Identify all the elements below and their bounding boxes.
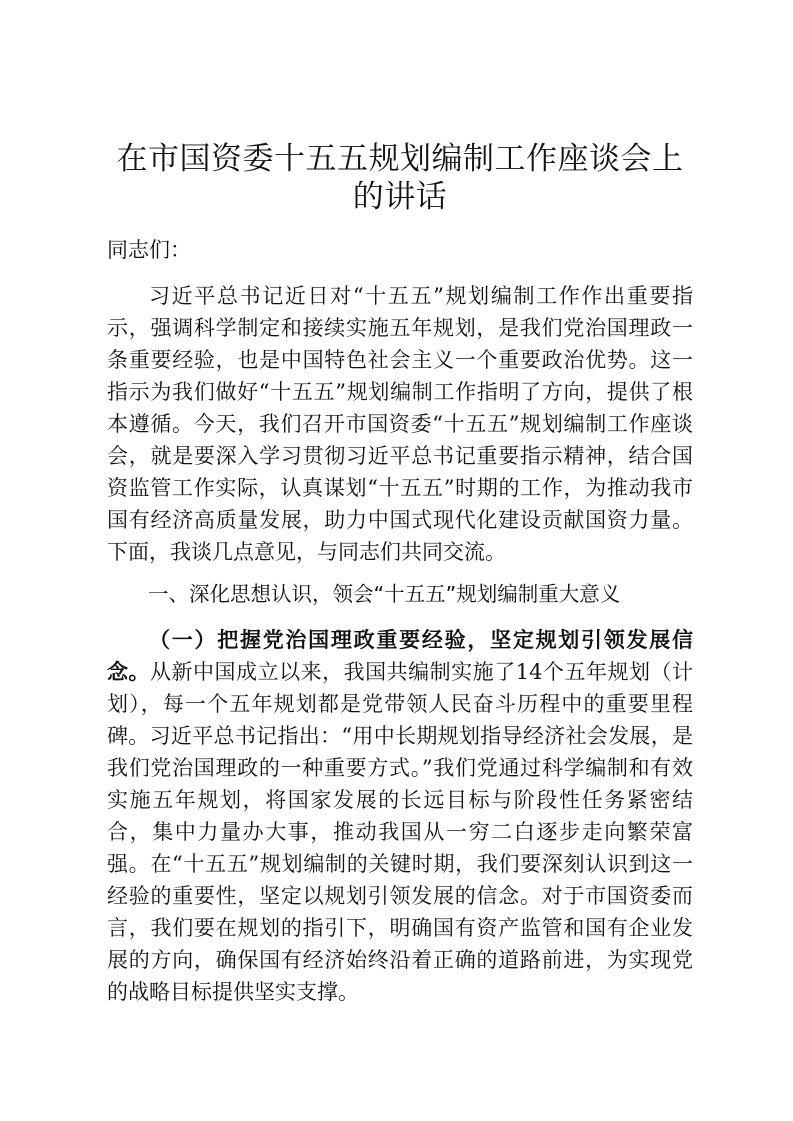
intro-paragraph: 习近平总书记近日对“十五五”规划编制工作作出重要指示，强调科学制定和接续实施五年规划，是我们党治国理政一条重要经验，也是中国特色社会主义一个重要政治优势。这一指示为我们做好“十五五”规划编制工作指明了方向，提供了根本遵循。今天，我们召开市国资委“十五五”规划编制工作座谈会，就是要深入学习贯彻习近平总书记重要指示精神，结合国资监管工作实际，认真谋划“十五五”时期的工作，为推动我市国有经济高质量发展，助力中国式现代化建设贡献国资力量。下面，我谈几点意见，与同志们共同交流。 (107, 284, 693, 564)
document-body (107, 234, 693, 1018)
document-title: 在市国资委十五五规划编制工作座谈会上的讲话 (116, 141, 684, 215)
subsection-heading: （一）把握党治国理政重要经验，坚定规划引领发展信念。 (107, 627, 693, 684)
subsection-paragraph (107, 624, 693, 1008)
subsection-body: 从新中国成立以来，我国共编制实施了14个五年规划（计划），每一个五年规划都是党带领人民奋斗历程中的重要里程碑。习近平总书记指出：“用中长期规划指导经济社会发展，是我们党治国理政的一种重要方式。”我们党通过科学编制和有效实施五年规划，将国家发展的长远目标与阶段性任务紧密结合，集中力量办大事，推动我国从一穷二白逐步走向繁荣富强。在“十五五”规划编制的关键时期，我们要深刻认识到这一经验的重要性，坚定以规划引领发展的信念。对于市国资委而言，我们要在规划的指引下，明确国有资产监管和国有企业发展的方向，确保国有经济始终沿着正确的道路前进，为实现党的战略目标提供坚实支撑。 (107, 660, 693, 1004)
salutation: 同志们： (107, 238, 191, 262)
section-heading: 一、深化思想认识，领会“十五五”规划编制重大意义 (148, 582, 621, 606)
